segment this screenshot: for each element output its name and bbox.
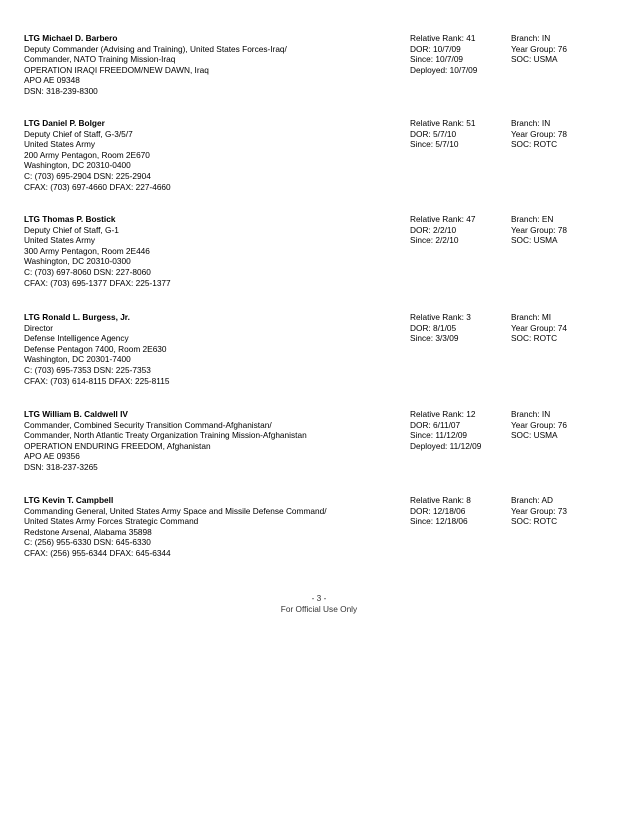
since-date: Since: 11/12/09	[410, 430, 468, 441]
detail-line: C: (256) 955-6330 DSN: 645-6330	[24, 537, 151, 548]
relative-rank: Relative Rank: 47	[410, 214, 476, 224]
relative-rank: Relative Rank: 51	[410, 118, 476, 128]
detail-line: APO AE 09348	[24, 75, 80, 86]
branch: Branch: IN	[511, 409, 551, 419]
detail-line: Washington, DC 20301-7400	[24, 354, 131, 365]
detail-line: OPERATION IRAQI FREEDOM/NEW DAWN, Iraq	[24, 64, 209, 75]
detail-line: OPERATION ENDURING FREEDOM, Afghanistan	[24, 440, 211, 451]
branch: Branch: IN	[511, 33, 551, 43]
detail-line: Washington, DC 20310-0400	[24, 160, 131, 171]
officer-name: LTG Thomas P. Bostick	[24, 214, 116, 224]
entry-details	[24, 312, 394, 386]
officer-name: LTG Kevin T. Campbell	[24, 495, 114, 505]
officer-name: LTG Michael D. Barbero	[24, 33, 118, 43]
entry-details	[24, 118, 394, 192]
date-of-rank: DOR: 8/1/05	[410, 322, 457, 333]
branch: Branch: MI	[511, 312, 552, 322]
source-of-commission: SOC: USMA	[511, 430, 558, 441]
detail-line: Washington, DC 20310-0300	[24, 256, 131, 267]
detail-line: United States Army	[24, 139, 96, 150]
date-of-rank: DOR: 6/11/07	[410, 419, 461, 430]
rank-info	[410, 214, 510, 246]
detail-line: Commander, NATO Training Mission-Iraq	[24, 54, 176, 65]
detail-line: CFAX: (256) 955-6344 DFAX: 645-6344	[24, 547, 171, 558]
officer-name: LTG William B. Caldwell IV	[24, 409, 128, 419]
detail-line: United States Army Forces Strategic Command	[24, 516, 199, 527]
since-date: Since: 10/7/09	[410, 54, 464, 65]
since-date: Since: 5/7/10	[410, 139, 459, 150]
year-group: Year Group: 73	[511, 505, 567, 516]
date-of-rank: DOR: 10/7/09	[410, 43, 461, 54]
branch-info	[511, 33, 621, 65]
detail-line: APO AE 09356	[24, 451, 80, 462]
entry-details	[24, 409, 394, 473]
since-date: Since: 12/18/06	[410, 516, 468, 527]
detail-line: Deputy Chief of Staff, G-1	[24, 224, 119, 235]
officer-name: LTG Ronald L. Burgess, Jr.	[24, 312, 130, 322]
deployed-date: Deployed: 10/7/09	[410, 64, 478, 75]
detail-line: Deputy Commander (Advising and Training), United States Forces-Iraq/	[24, 43, 287, 54]
rank-info	[410, 312, 510, 344]
branch-info	[511, 495, 621, 527]
since-date: Since: 3/3/09	[410, 333, 459, 344]
year-group: Year Group: 78	[511, 224, 567, 235]
detail-line: DSN: 318-237-3265	[24, 461, 98, 472]
branch: Branch: IN	[511, 118, 551, 128]
since-date: Since: 2/2/10	[410, 235, 459, 246]
page-footer	[0, 593, 638, 615]
page-number: - 3 -	[311, 593, 327, 603]
branch: Branch: EN	[511, 214, 554, 224]
detail-line: Director	[24, 322, 54, 333]
relative-rank: Relative Rank: 3	[410, 312, 471, 322]
source-of-commission: SOC: USMA	[511, 54, 558, 65]
detail-line: Defense Pentagon 7400, Room 2E630	[24, 343, 167, 354]
date-of-rank: DOR: 5/7/10	[410, 128, 457, 139]
detail-line: C: (703) 697-8060 DSN: 227-8060	[24, 266, 151, 277]
rank-info	[410, 118, 510, 150]
date-of-rank: DOR: 2/2/10	[410, 224, 457, 235]
year-group: Year Group: 76	[511, 43, 567, 54]
classification-marking: For Official Use Only	[280, 604, 358, 614]
rank-info	[410, 409, 510, 451]
officer-name: LTG Daniel P. Bolger	[24, 118, 105, 128]
detail-line: DSN: 318-239-8300	[24, 85, 98, 96]
deployed-date: Deployed: 11/12/09	[410, 440, 482, 451]
branch-info	[511, 409, 621, 441]
detail-line: CFAX: (703) 695-1377 DFAX: 225-1377	[24, 277, 171, 288]
branch: Branch: AD	[511, 495, 553, 505]
branch-info	[511, 312, 621, 344]
detail-line: 300 Army Pentagon, Room 2E446	[24, 245, 150, 256]
detail-line: Defense Intelligence Agency	[24, 333, 129, 344]
entry-details	[24, 33, 394, 97]
date-of-rank: DOR: 12/18/06	[410, 505, 466, 516]
year-group: Year Group: 78	[511, 128, 567, 139]
relative-rank: Relative Rank: 8	[410, 495, 471, 505]
detail-line: Deputy Chief of Staff, G-3/5/7	[24, 128, 133, 139]
detail-line: Redstone Arsenal, Alabama 35898	[24, 526, 152, 537]
source-of-commission: SOC: ROTC	[511, 139, 558, 150]
year-group: Year Group: 74	[511, 322, 567, 333]
detail-line: CFAX: (703) 614-8115 DFAX: 225-8115	[24, 375, 170, 386]
detail-line: CFAX: (703) 697-4660 DFAX: 227-4660	[24, 181, 171, 192]
relative-rank: Relative Rank: 41	[410, 33, 476, 43]
source-of-commission: SOC: USMA	[511, 235, 558, 246]
detail-line: Commander, Combined Security Transition Command-Afghanistan/	[24, 419, 272, 430]
entry-details	[24, 214, 394, 288]
rank-info	[410, 33, 510, 75]
branch-info	[511, 118, 621, 150]
rank-info	[410, 495, 510, 527]
detail-line: C: (703) 695-2904 DSN: 225-2904	[24, 170, 151, 181]
entry-details	[24, 495, 394, 559]
detail-line: 200 Army Pentagon, Room 2E670	[24, 149, 150, 160]
year-group: Year Group: 76	[511, 419, 567, 430]
source-of-commission: SOC: ROTC	[511, 333, 558, 344]
source-of-commission: SOC: ROTC	[511, 516, 558, 527]
branch-info	[511, 214, 621, 246]
detail-line: Commander, North Atlantic Treaty Organization Training Mission-Afghanistan	[24, 430, 307, 441]
relative-rank: Relative Rank: 12	[410, 409, 476, 419]
detail-line: United States Army	[24, 235, 96, 246]
detail-line: C: (703) 695-7353 DSN: 225-7353	[24, 364, 151, 375]
detail-line: Commanding General, United States Army Space and Missile Defense Command/	[24, 505, 327, 516]
